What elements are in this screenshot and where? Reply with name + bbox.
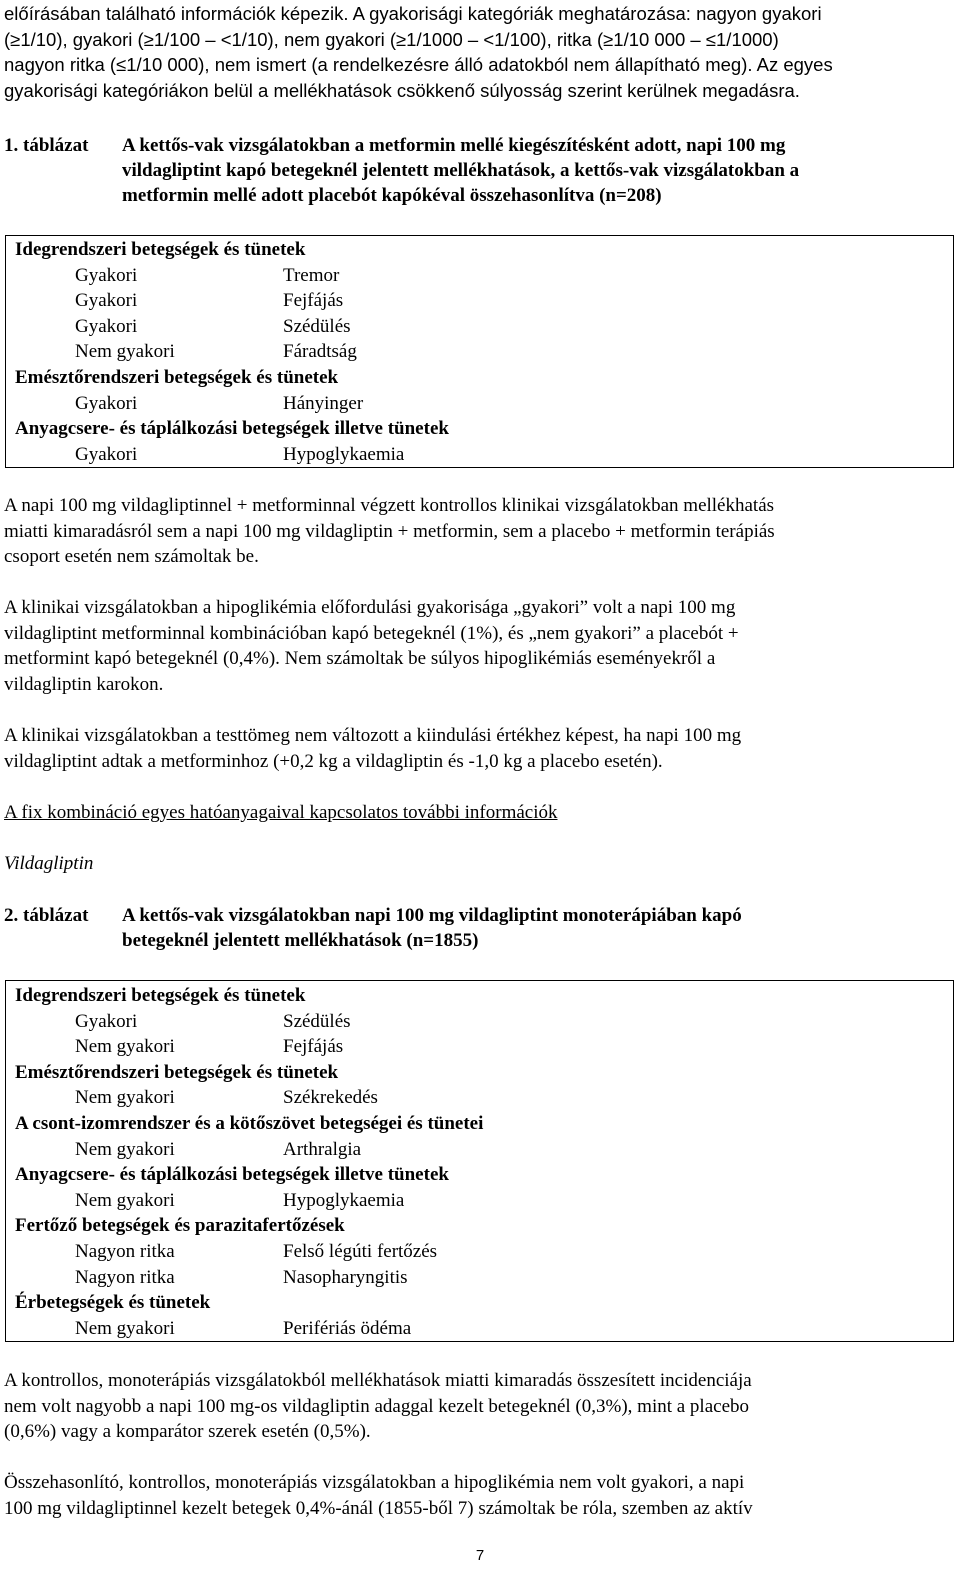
- table-row: [6, 1316, 953, 1342]
- caption-line: betegeknél jelentett mellékhatások (n=1855): [122, 930, 479, 951]
- adverse-reactions-table-1: [5, 235, 954, 468]
- table-category-row: Anyagcsere- és táplálkozási betegségek illetve tünetek: [15, 418, 449, 440]
- frequency-cell: Nem gyakori: [75, 1189, 175, 1211]
- adverse-reaction-cell: Szédülés: [283, 315, 351, 337]
- frequency-cell: Nem gyakori: [75, 1036, 175, 1058]
- table-category-row: Idegrendszeri betegségek és tünetek: [15, 239, 306, 260]
- caption-line: vildagliptint kapó betegeknél jelentett mellékhatások, a kettős-vak vizsgálatokban a: [122, 160, 800, 181]
- table-row: [6, 391, 953, 417]
- table-category-row: Fertőző betegségek és parazitafertőzések: [15, 1215, 345, 1237]
- text-line: vildagliptint adtak a metforminhoz (+0,2 kg a vildagliptin és -1,0 kg a placebo esetén).: [4, 750, 663, 772]
- table-1-caption: [4, 133, 954, 209]
- text-line: nem volt nagyobb a napi 100 mg-os vildagliptin adaggal kezelt betegeknél (0,3%), mint a placebo: [4, 1395, 750, 1417]
- adverse-reaction-cell: Hypoglykaemia: [283, 1189, 405, 1211]
- text-line: gyakorisági kategóriákon belül a mellékhatások csökkenő súlyosság szerint kerülnek megadásra.: [4, 79, 800, 101]
- table-row: [6, 314, 953, 340]
- caption-line: A kettős-vak vizsgálatokban napi 100 mg vildagliptint monoterápiában kapó: [122, 905, 742, 926]
- frequency-cell: Nem gyakori: [75, 1317, 175, 1339]
- text-line: A napi 100 mg vildagliptinnel + metforminnal végzett kontrollos klinikai vizsgálatokban mellékhatás: [4, 495, 775, 516]
- adverse-reaction-cell: Fáradtság: [283, 341, 357, 363]
- text-line: A klinikai vizsgálatokban a testtömeg nem változott a kiindulási értékhez képest, ha napi 100 mg: [4, 725, 742, 746]
- table-category-row: A csont-izomrendszer és a kötőszövet betegségei és tünetei: [15, 1112, 484, 1134]
- text-line: metformint kapó betegeknél (0,4%). Nem számoltak be súlyos hipoglikémiás eseményekről a: [4, 648, 716, 669]
- paragraph-discontinuation-monotherapy: [4, 1368, 954, 1445]
- table-row: [6, 1265, 953, 1291]
- text-line: (≥1/10), gyakori (≥1/100 – <1/10), nem gyakori (≥1/1000 – <1/100), ritka (≥1/10 000 – ≤1/1000): [4, 28, 779, 50]
- adverse-reaction-cell: Székrekedés: [283, 1087, 378, 1109]
- table-1-caption-text: [122, 133, 952, 208]
- frequency-cell: Gyakori: [75, 392, 138, 414]
- table-2-caption-text: [122, 903, 952, 953]
- text-line: miatti kimaradásról sem a napi 100 mg vildagliptin + metformin, sem a placebo + metformin terápiás: [4, 520, 775, 542]
- table-row: [6, 1085, 953, 1111]
- frequency-cell: Gyakori: [75, 290, 138, 312]
- paragraph-hypoglycaemia-combination: [4, 595, 954, 697]
- intro-paragraph: [4, 1, 954, 103]
- frequency-cell: Gyakori: [75, 264, 138, 286]
- table-row: [6, 1239, 953, 1265]
- text-line: (0,6%) vagy a komparátor szerek esetén (0,5%).: [4, 1421, 371, 1442]
- table-row: [6, 1188, 953, 1214]
- table-row: [6, 442, 953, 468]
- table-1-label: 1. táblázat: [4, 135, 89, 156]
- table-category-row: Emésztőrendszeri betegségek és tünetek: [15, 366, 339, 388]
- text-line: vildagliptin karokon.: [4, 673, 164, 695]
- table-category-row: Anyagcsere- és táplálkozási betegségek illetve tünetek: [15, 1164, 449, 1186]
- caption-line: A kettős-vak vizsgálatokban a metformin mellé kiegészítésként adott, napi 100 mg: [122, 135, 786, 156]
- adverse-reaction-cell: Fejfájás: [283, 1036, 344, 1058]
- frequency-cell: Nem gyakori: [75, 341, 175, 363]
- paragraph-hypoglycaemia-monotherapy: [4, 1470, 954, 1521]
- text-line: 100 mg vildagliptinnel kezelt betegek 0,4%-ánál (1855-ből 7) számoltak be róla, szemben az aktív: [4, 1497, 753, 1519]
- paragraph-body-weight: [4, 723, 954, 774]
- frequency-cell: Nagyon ritka: [75, 1240, 175, 1262]
- adverse-reactions-table-2: [5, 980, 954, 1342]
- frequency-cell: Gyakori: [75, 1010, 138, 1032]
- adverse-reaction-cell: Arthralgia: [283, 1138, 362, 1160]
- paragraph-discontinuation-combination: [4, 493, 954, 570]
- table-category-row: Érbetegségek és tünetek: [15, 1292, 211, 1314]
- adverse-reaction-cell: Hányinger: [283, 392, 364, 414]
- adverse-reaction-cell: Hypoglykaemia: [283, 443, 405, 465]
- table-row: [6, 1034, 953, 1060]
- table-category-row: Emésztőrendszeri betegségek és tünetek: [15, 1061, 339, 1083]
- page-number: 7: [475, 1547, 485, 1564]
- frequency-cell: Nagyon ritka: [75, 1266, 175, 1288]
- table-row: [6, 263, 953, 289]
- adverse-reaction-cell: Szédülés: [283, 1010, 351, 1032]
- text-line: vildagliptint metforminnal kombinációban kapó betegeknél (1%), és „nem gyakori” a placebót +: [4, 622, 739, 644]
- text-line: nagyon ritka (≤1/10 000), nem ismert (a rendelkezésre álló adatokból nem állapítható meg). Az egyes: [4, 54, 833, 75]
- text-line: csoport esetén nem számoltak be.: [4, 546, 259, 567]
- table-2-caption: [4, 903, 954, 955]
- adverse-reaction-cell: Felső légúti fertőzés: [283, 1240, 438, 1262]
- table-category-row: Idegrendszeri betegségek és tünetek: [15, 985, 306, 1006]
- caption-line: metformin mellé adott placebót kapókéval összehasonlítva (n=208): [122, 185, 662, 206]
- adverse-reaction-cell: Nasopharyngitis: [283, 1266, 408, 1288]
- frequency-cell: Gyakori: [75, 315, 138, 337]
- table-row: [6, 1137, 953, 1163]
- adverse-reaction-cell: Tremor: [283, 264, 340, 286]
- adverse-reaction-cell: Perifériás ödéma: [283, 1317, 412, 1339]
- frequency-cell: Nem gyakori: [75, 1138, 175, 1160]
- table-row: [6, 339, 953, 365]
- text-line: A kontrollos, monoterápiás vizsgálatokból mellékhatások miatti kimaradás összesített incidenciája: [4, 1370, 752, 1391]
- text-line: A klinikai vizsgálatokban a hipoglikémia előfordulási gyakorisága „gyakori” volt a napi 100 mg: [4, 597, 736, 618]
- section-heading: A fix kombináció egyes hatóanyagaival kapcsolatos további információk: [4, 802, 558, 823]
- frequency-cell: Nem gyakori: [75, 1087, 175, 1109]
- frequency-cell: Gyakori: [75, 443, 138, 465]
- adverse-reaction-cell: Fejfájás: [283, 290, 344, 312]
- table-row: [6, 288, 953, 314]
- text-line: Összehasonlító, kontrollos, monoterápiás vizsgálatokban a hipoglikémia nem volt gyakori, a napi: [4, 1472, 745, 1493]
- table-row: [6, 1009, 953, 1035]
- text-line: előírásában található információk képezik. A gyakorisági kategóriák meghatározása: nagyon gyakori: [4, 3, 822, 24]
- table-2-label: 2. táblázat: [4, 905, 89, 926]
- subsection-heading: Vildagliptin: [4, 853, 94, 874]
